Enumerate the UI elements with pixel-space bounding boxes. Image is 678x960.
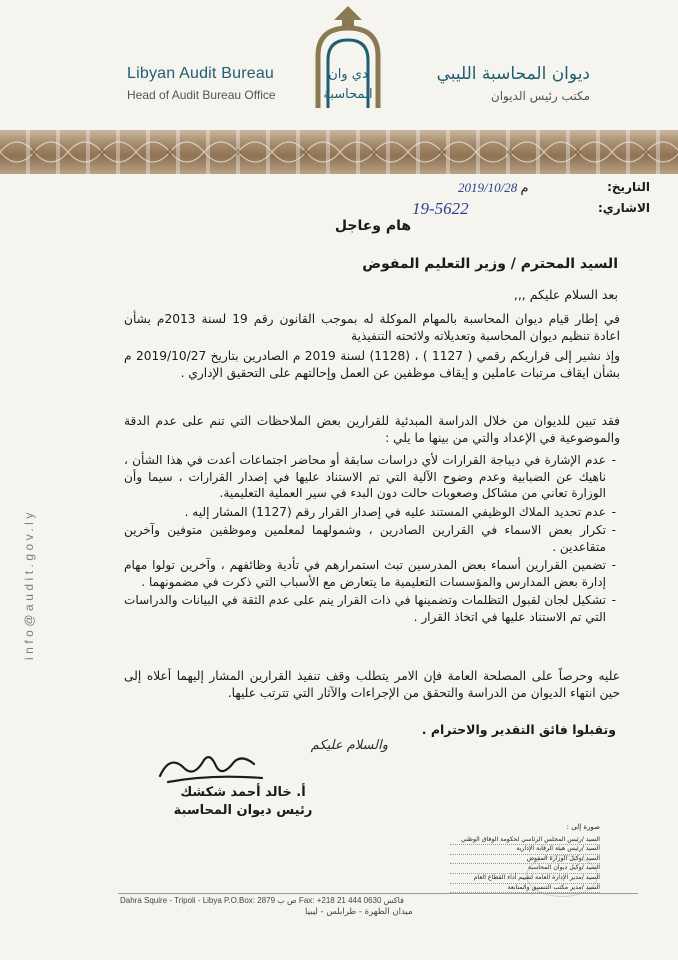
bureau-name-en: Libyan Audit Bureau (127, 65, 275, 82)
paragraph-conclusion: عليه وحرصاً على المصلحة العامة فإن الامر يتطلب وقف تنفيذ القرارين المشار إليهما أعلاه إلى حين انتهاء الديوان من الدراسة والتحقق من الإجراءات والآثار التي تترتب عليها. (124, 669, 620, 700)
list-item: - عدم تحديد الملاك الوظيفي المستند عليه في إصدار القرار رقم (1127) المشار إليه . (124, 504, 616, 521)
bureau-name-ar: ديوان المحاسبة الليبي (436, 64, 590, 84)
cc-line: السيد /مدير الإدارة العامة لتقييم أداء القطاع العام (450, 874, 600, 884)
cc-heading: صورة إلى : (566, 823, 600, 831)
date-row (390, 180, 650, 201)
arabesque-pattern (0, 130, 678, 174)
date-suffix: م (520, 180, 529, 195)
signature-icon (150, 748, 270, 790)
signatory-title: رئيس ديوان المحاسبة (173, 803, 313, 818)
svg-text:دي وان: دي وان (328, 67, 368, 82)
list-item: - عدم الإشارة في ديباجة القرارات لأي دراسات سابقة أو محاضر اجتماعات أعدت في هذا الشأن ، ناهيك عن الضبابية وعدم وضوح الآلية التي تم الاستناد عليها في إصدار القرارات ، سيما وأن الوزارة تعاني من مشاكل وصعوبات حالت دون البدء في سير العملية التعليمية. (124, 452, 616, 502)
footer-divider (118, 893, 638, 894)
office-name-en: Head of Audit Bureau Office (127, 87, 276, 102)
footer-address-en: Dahra Squire - Tripoli - Libya P.O.Box: 2879 ص ب Fax: +218 21 444 0630 فاكس (120, 896, 404, 905)
office-name-ar: مكتب رئيس الديوان (490, 88, 590, 103)
bureau-logo-icon (298, 4, 398, 108)
reference-label: الاشاري: (597, 201, 650, 215)
footer-address-ar: ميدان الظهرة - طرابلس - ليبيا (305, 907, 413, 917)
reference-number: 19-5622 (412, 199, 469, 218)
cc-line: السيد /مدير مكتب التنسيق والمتابعة (450, 884, 600, 894)
svg-text:المحاسبة: المحاسبة (323, 87, 373, 102)
findings-list (124, 452, 616, 627)
letter-meta (390, 180, 650, 222)
cc-line: السيد /وكيل الوزارة المفوض (450, 855, 600, 865)
side-email: info@audit.gov.ly (22, 509, 36, 660)
closing-handwritten: والسلام عليكم (310, 738, 388, 753)
addressee: السيد المحترم / وزير التعليم المفوض (362, 256, 618, 272)
paragraph-findings: فقد تبين للديوان من خلال الدراسة المبدئية للقرارين بعض الملاحظات التي تنم على عدم الدقة والموضوعية في الإعداد والتي من بينها ما يلي : (124, 414, 620, 445)
urgent-heading: هام وعاجل (334, 218, 412, 234)
stamp-icon (526, 855, 598, 897)
letterhead-english (127, 66, 276, 101)
date-value (458, 180, 529, 196)
date-label: التاريخ: (607, 180, 650, 194)
letterhead-arabic (437, 66, 590, 102)
list-item: - تشكيل لجان لقبول التظلمات وتضمينها في ذات القرار ينم على عدم الثقة في البيانات والدراسات التي تم الاستناد عليها في اتخاذ القرار . (124, 592, 616, 625)
cc-line: السيد /رئيس هيئة الرقابة الإدارية (450, 845, 600, 855)
list-item: - تكرار بعض الاسماء في القرارين الصادرين ، وشمولهما لمعلمين وموظفين متوفين وآخرين متقاعدين . (124, 522, 616, 555)
cc-line: السيد /رئيس المجلس الرئاسي لحكومة الوفاق الوطني (450, 836, 600, 846)
signatory-name: أ. خالد أحمد شكشك (180, 785, 306, 800)
greeting: بعد السلام عليكم ,,, (513, 287, 618, 302)
paragraph-reference: وإذ نشير إلى قراريكم رقمي ( 1127 ) ، (1128) لسنة 2019 م الصادرين بتاريخ 2019/10/27 م بشأن ايقاف مرتبات عاملين و إيقاف موظفين عن العمل وإحالتهم على التحقيق الإداري . (124, 349, 620, 380)
date-handwritten: 2019/10/28 (458, 180, 518, 195)
closing-line: وتقبلوا فائق التقدير والاحترام . (421, 722, 616, 737)
cc-line: السيد /وكيل ديوان المحاسبة (450, 864, 600, 874)
list-item: - تضمين القرارين أسماء بعض المدرسين تبث استمرارهم في تأدية وظائفهم ، وآخرين تولوا مهام إدارة بعض المدارس والمؤسسات التعليمية ما يتعارض مع الأسباب التي ذكرت في مضمونهما . (124, 557, 616, 590)
paragraph-intro: في إطار قيام ديوان المحاسبة بالمهام الموكلة له بموجب القانون رقم 19 لسنة 2013م بشأن اعادة تنظيم ديوان المحاسبة وتعديلاته ولائحته التنفيذية (124, 312, 620, 343)
